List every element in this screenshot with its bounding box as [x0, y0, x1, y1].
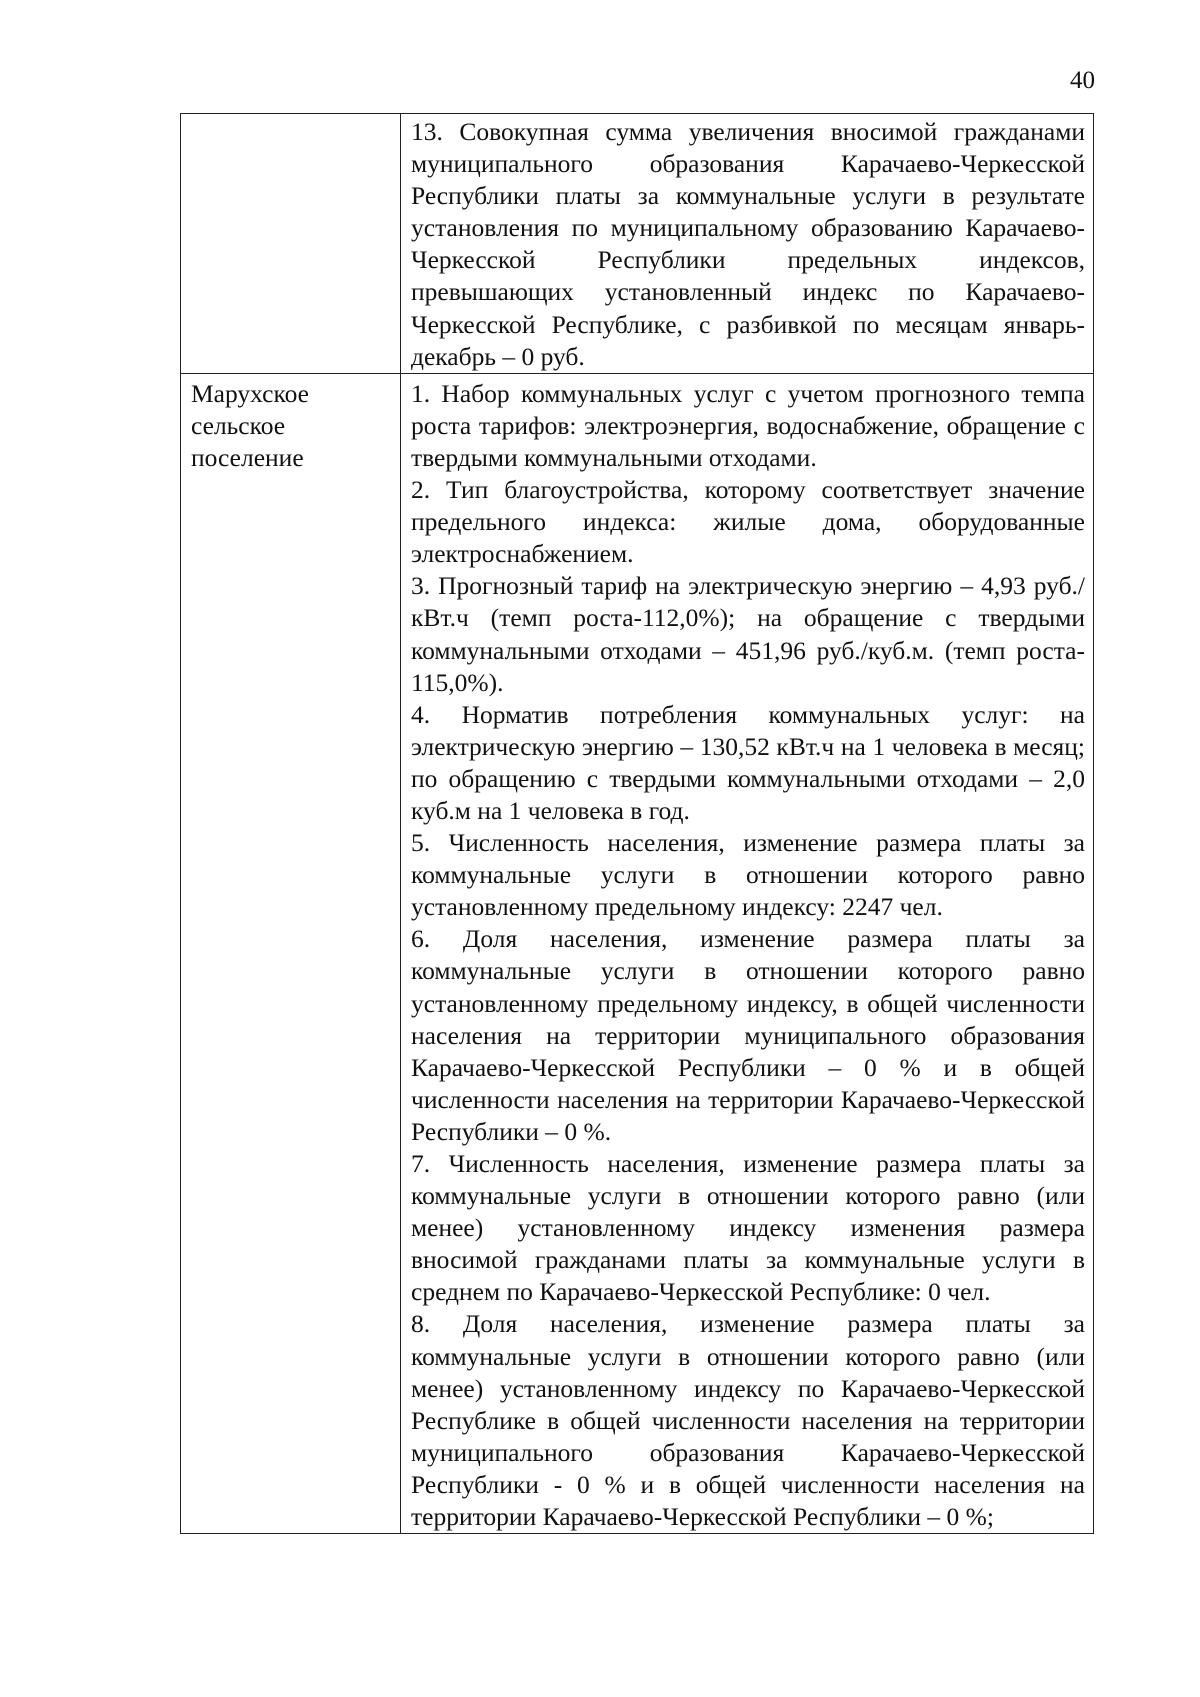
paragraph: 6. Доля населения, изменение размера платы за коммунальные услуги в отношении которого равно установленному предельному индексу, в общей численности населения на территории муниципального образования Карачаево-Черкесской Республики – 0 % и в общей численности населения на территории Карачаево-Черкесской Республики – 0 %. — [411, 924, 1085, 1146]
paragraph: 3. Прогнозный тариф на электрическую энергию – 4,93 руб./кВт.ч (темп роста-112,0%); на обращение с твердыми коммунальными отходами – 451,96 руб./куб.м. (темп роста- 115,0%). — [411, 571, 1085, 697]
paragraph: 7. Численность населения, изменение размера платы за коммунальные услуги в отношении которого равно (или менее) установленному индексу изменения размера вносимой гражданами платы за коммунальные услуги в среднем по Карачаево-Черкесской Республике: 0 чел. — [411, 1149, 1085, 1307]
paragraph: 4. Норматив потребления коммунальных услуг: на электрическую энергию – 130,52 кВт.ч на 1 человека в месяц; по обращению с твердыми коммунальными отходами – 2,0 куб.м на 1 человека в год. — [411, 699, 1085, 825]
document-table — [180, 113, 1094, 1534]
details-cell — [401, 114, 1094, 374]
paragraph: 13. Совокупная сумма увеличения вносимой гражданами муниципального образования Карачаево-Черкесской Республики платы за коммунальные услуги в результате установления по муниципальному образованию Карачаево-Черкесской Республики предельных индексов, превышающих установленный индекс по Карачаево-Черкесской Республике, с разбивкой по месяцам январь-декабрь – 0 руб. — [411, 117, 1085, 371]
municipality-cell: Марухское сельское поселение — [181, 373, 401, 1533]
page-number: 40 — [1070, 67, 1095, 94]
municipality-cell — [181, 114, 401, 374]
table-row — [181, 114, 1094, 374]
paragraph: 5. Численность населения, изменение размера платы за коммунальные услуги в отношении которого равно установленному предельному индексу: 2247 чел. — [411, 828, 1085, 922]
table-row — [181, 373, 1094, 1533]
paragraph: 2. Тип благоустройства, которому соответствует значение предельного индекса: жилые дома, оборудованные электроснабжением. — [411, 475, 1085, 569]
paragraph: 1. Набор коммунальных услуг с учетом прогнозного темпа роста тарифов: электроэнергия, водоснабжение, обращение с твердыми коммунальными отходами. — [411, 378, 1085, 472]
details-cell — [401, 373, 1094, 1533]
paragraph: 8. Доля населения, изменение размера платы за коммунальные услуги в отношении которого равно (или менее) установленному индексу по Карачаево-Черкесской Республике в общей численности населения на территории муниципального образования Карачаево-Черкесской Республики - 0 % и в общей численности населения на территории Карачаево-Черкесской Республики – 0 %; — [411, 1309, 1085, 1532]
